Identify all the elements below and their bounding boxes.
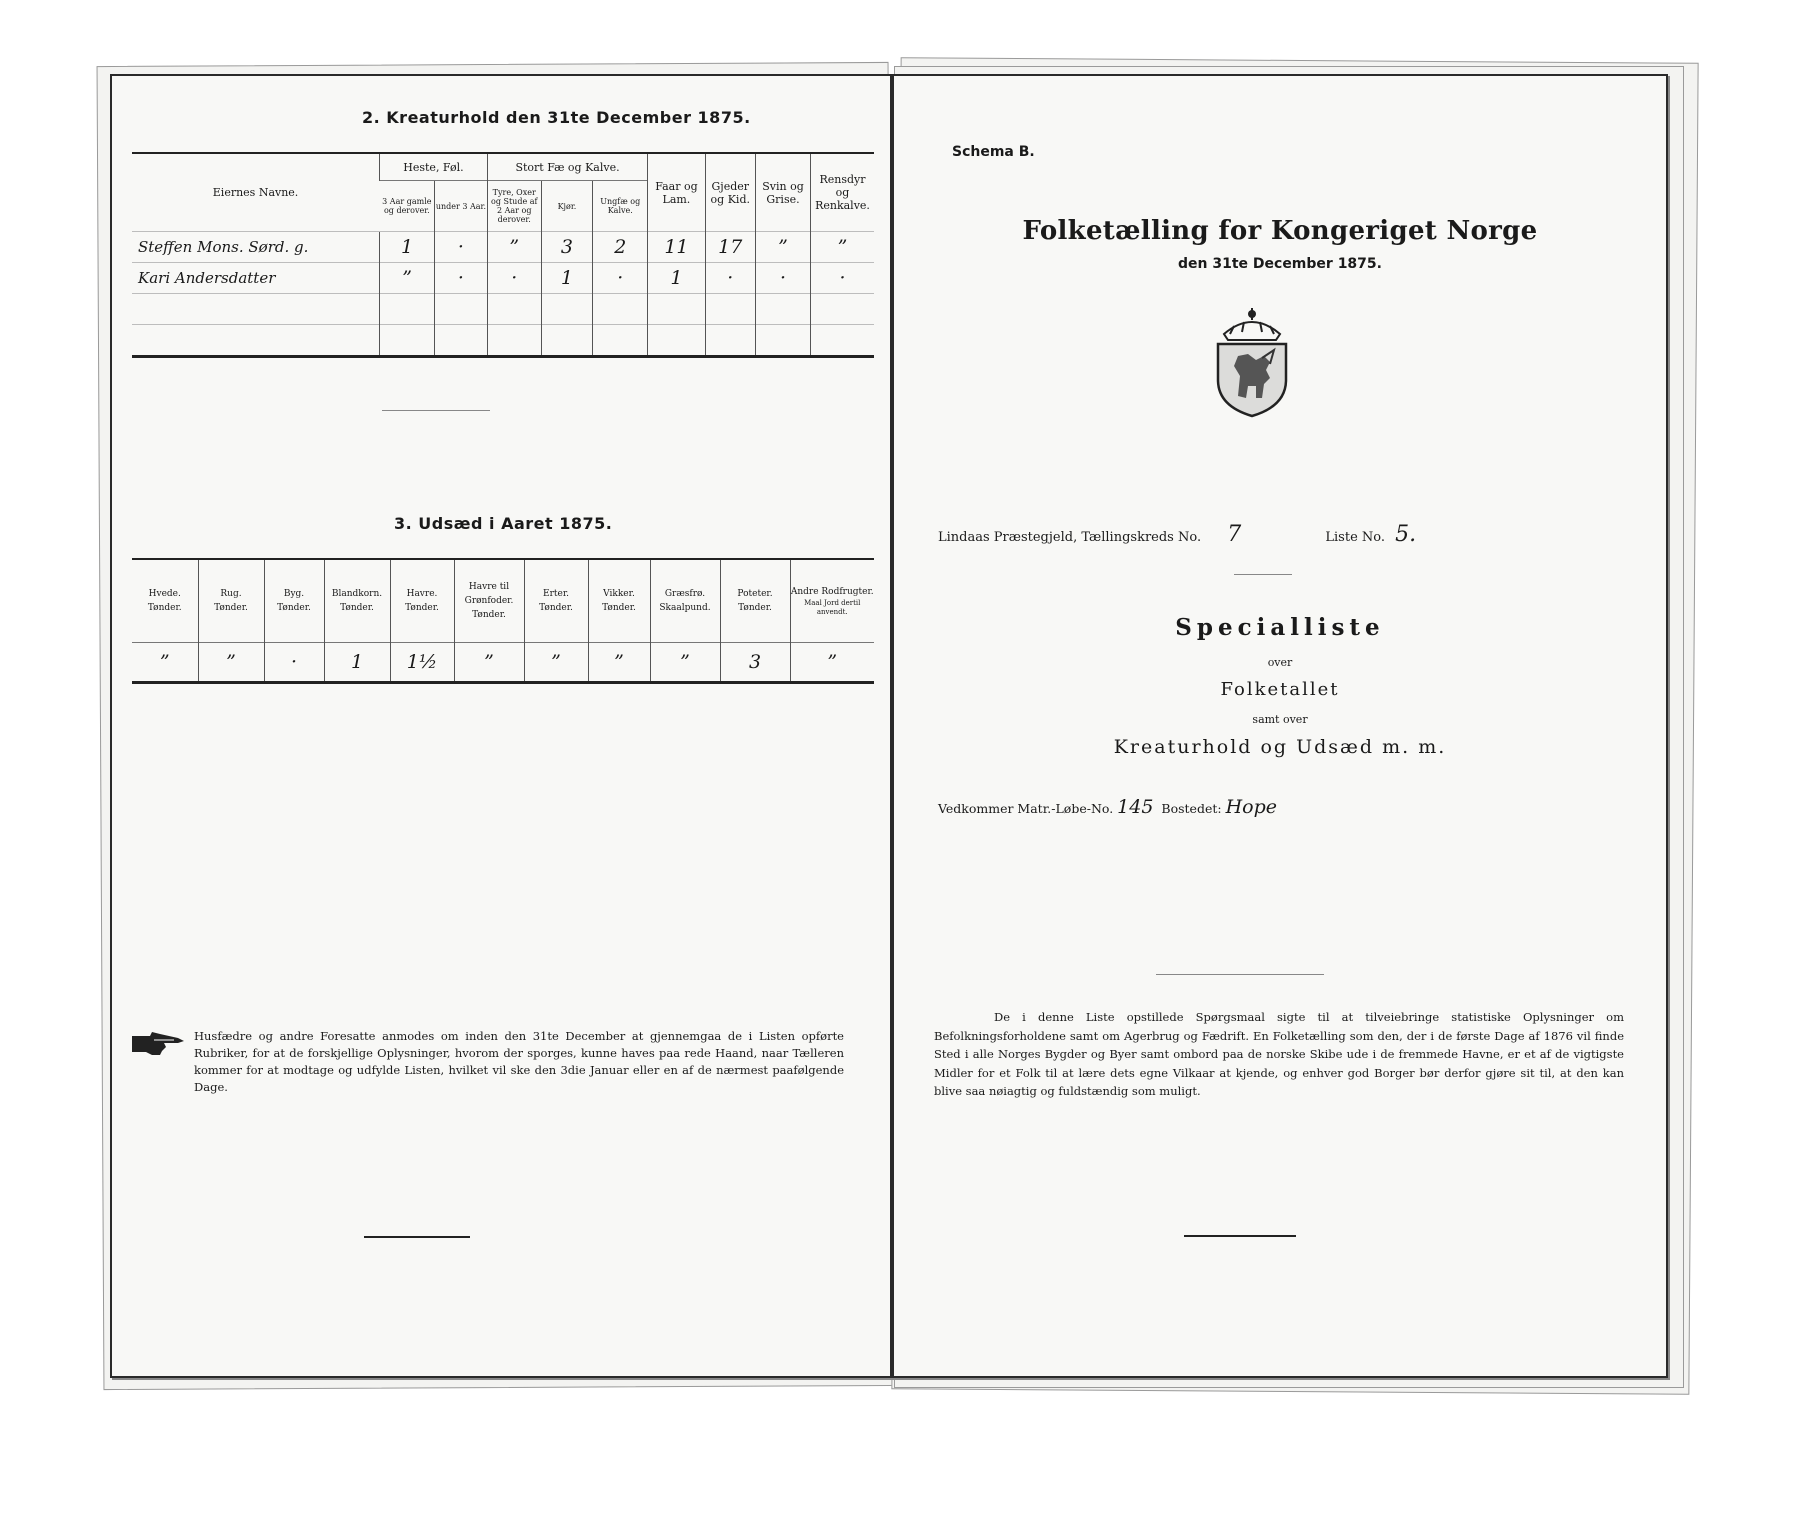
table-row <box>132 325 874 357</box>
cell: ” <box>524 643 588 683</box>
cell: 11 <box>648 232 705 263</box>
cell: ” <box>811 232 875 263</box>
seed-table <box>132 558 874 684</box>
cell: 1 <box>380 232 435 263</box>
matr-line <box>938 796 1277 818</box>
cell: ” <box>198 643 264 683</box>
divider <box>382 410 490 411</box>
seed-header-peas: Erter. Tønder. <box>524 559 588 643</box>
cell: 3 <box>720 643 790 683</box>
cell: ” <box>790 643 874 683</box>
horses-sub-young: under 3 Aar. <box>435 181 488 232</box>
cell: ” <box>650 643 720 683</box>
cell: · <box>435 263 488 294</box>
seed-header-barley: Byg. Tønder. <box>264 559 324 643</box>
cell: 1 <box>324 643 390 683</box>
seed-header-potatoes: Poteter. Tønder. <box>720 559 790 643</box>
seed-title: 3. Udsæd i Aaret 1875. <box>394 514 613 533</box>
seed-header-vetch: Vikker. Tønder. <box>588 559 650 643</box>
cell: · <box>755 263 810 294</box>
divider <box>1234 574 1292 575</box>
horses-header: Heste, Føl. <box>380 153 488 181</box>
cell: 1 <box>541 263 593 294</box>
schema-label: Schema B. <box>952 144 1035 160</box>
divider <box>364 1236 470 1238</box>
list-label: Liste No. <box>1325 530 1386 545</box>
district-number: 7 <box>1227 522 1242 547</box>
bosted-label: Bostedet: <box>1161 801 1222 816</box>
sheep-header: Faar og Lam. <box>648 153 705 232</box>
cell: · <box>705 263 755 294</box>
seed-header-oats: Havre. Tønder. <box>390 559 454 643</box>
pigs-header: Svin og Grise. <box>755 153 810 232</box>
divider <box>1156 974 1324 975</box>
reindeer-header: Rensdyr og Renkalve. <box>811 153 875 232</box>
livestock-table <box>132 152 874 358</box>
cell: 1 <box>648 263 705 294</box>
table-row <box>132 263 874 294</box>
owner-header: Eiernes Navne. <box>212 186 299 199</box>
right-page <box>892 74 1668 1378</box>
table-row <box>132 294 874 325</box>
cell: ” <box>487 232 541 263</box>
seed-header-green-oats: Havre til Grønfoder. Tønder. <box>454 559 524 643</box>
district-label: Tællingskreds No. <box>1081 530 1202 545</box>
left-page <box>110 74 892 1378</box>
cell: 17 <box>705 232 755 263</box>
matr-number: 145 <box>1117 796 1154 818</box>
cell: · <box>264 643 324 683</box>
list-number: 5. <box>1395 522 1417 547</box>
specialliste-title: Specialliste <box>1175 614 1385 641</box>
census-date: den 31te December 1875. <box>1178 256 1382 272</box>
cell: ” <box>755 232 810 263</box>
seed-header-grass-seed: Græsfrø. Skaalpund. <box>650 559 720 643</box>
owner-name: Kari Andersdatter <box>132 263 380 294</box>
cell: · <box>435 232 488 263</box>
cell: ” <box>132 643 198 683</box>
cell: · <box>593 263 648 294</box>
cattle-sub-cows: Kjør. <box>541 181 593 232</box>
seed-header-mixed-grain: Blandkorn. Tønder. <box>324 559 390 643</box>
household-notice: Husfædre og andre Foresatte anmodes om inden den 31te December at gjennemgaa de i Listen opførte Rubriker, for at de forskjellige Oplysninger, hvorom der sporges, kunne haves paa rede Haand, naar Tælleren kommer for at modtage og udfylde Listen, hvilket vil ske den 3die Januar eller en af de nærmest paafølgende Dage. <box>194 1029 844 1094</box>
cattle-header: Stort Fæ og Kalve. <box>487 153 647 181</box>
cell: ” <box>380 263 435 294</box>
divider <box>1184 1235 1296 1237</box>
bosted-value: Hope <box>1225 796 1277 818</box>
seed-header-root-crops: Andre Rodfrugter. Maal Jord dertil anvendt. <box>790 559 874 643</box>
cell: 2 <box>593 232 648 263</box>
horses-sub-old: 3 Aar gamle og derover. <box>380 181 435 232</box>
table-row <box>132 643 874 683</box>
parish-name: Lindaas Præstegjeld, <box>938 530 1078 545</box>
owner-name <box>132 294 380 325</box>
cell: · <box>487 263 541 294</box>
seed-header-rye: Rug. Tønder. <box>198 559 264 643</box>
page-title: Folketælling for Kongeriget Norge <box>1022 216 1538 246</box>
pointing-hand-icon <box>130 1028 186 1058</box>
table-row <box>132 232 874 263</box>
cell: 3 <box>541 232 593 263</box>
cell: · <box>811 263 875 294</box>
kreatur-title: Kreaturhold og Udsæd m. m. <box>1113 736 1447 758</box>
owner-name <box>132 325 380 357</box>
matr-label: Vedkommer Matr.-Løbe-No. <box>938 801 1114 816</box>
over-label: over <box>1267 656 1293 669</box>
cell: 1½ <box>390 643 454 683</box>
census-purpose-text: De i denne Liste opstillede Spørgsmaal sigte til at tilveiebringe statistiske Oplysninger om Befolkningsforholdene samt om Agerbrug og Fædrift. En Folketælling som den, der i de første Dage af 1876 vil finde Sted i alle Norges Bygder og Byer samt ombord paa de norske Skibe ude i de fremmede Havne, er et af de vigtigste Midler for et Folk til at lære dets egne Vilkaar at kjende, og enhver god Borger bør derfor gjøre sit til, at den kan blive saa nøiagtig og fuldstændig som muligt. <box>934 1010 1624 1098</box>
cattle-sub-bulls: Tyre, Oxer og Stude af 2 Aar og derover. <box>487 181 541 232</box>
seed-header-wheat: Hvede. Tønder. <box>147 589 182 613</box>
livestock-title: 2. Kreaturhold den 31te December 1875. <box>362 108 751 127</box>
cell: ” <box>454 643 524 683</box>
folketallet-label: Folketallet <box>1220 679 1340 700</box>
district-line <box>938 522 1416 547</box>
samt-over-label: samt over <box>1252 713 1308 726</box>
cell: ” <box>588 643 650 683</box>
cattle-sub-calves: Ungfæ og Kalve. <box>593 181 648 232</box>
owner-name: Steffen Mons. Sørd. g. <box>132 232 380 263</box>
coat-of-arms-icon <box>1204 306 1300 418</box>
goats-header: Gjeder og Kid. <box>705 153 755 232</box>
